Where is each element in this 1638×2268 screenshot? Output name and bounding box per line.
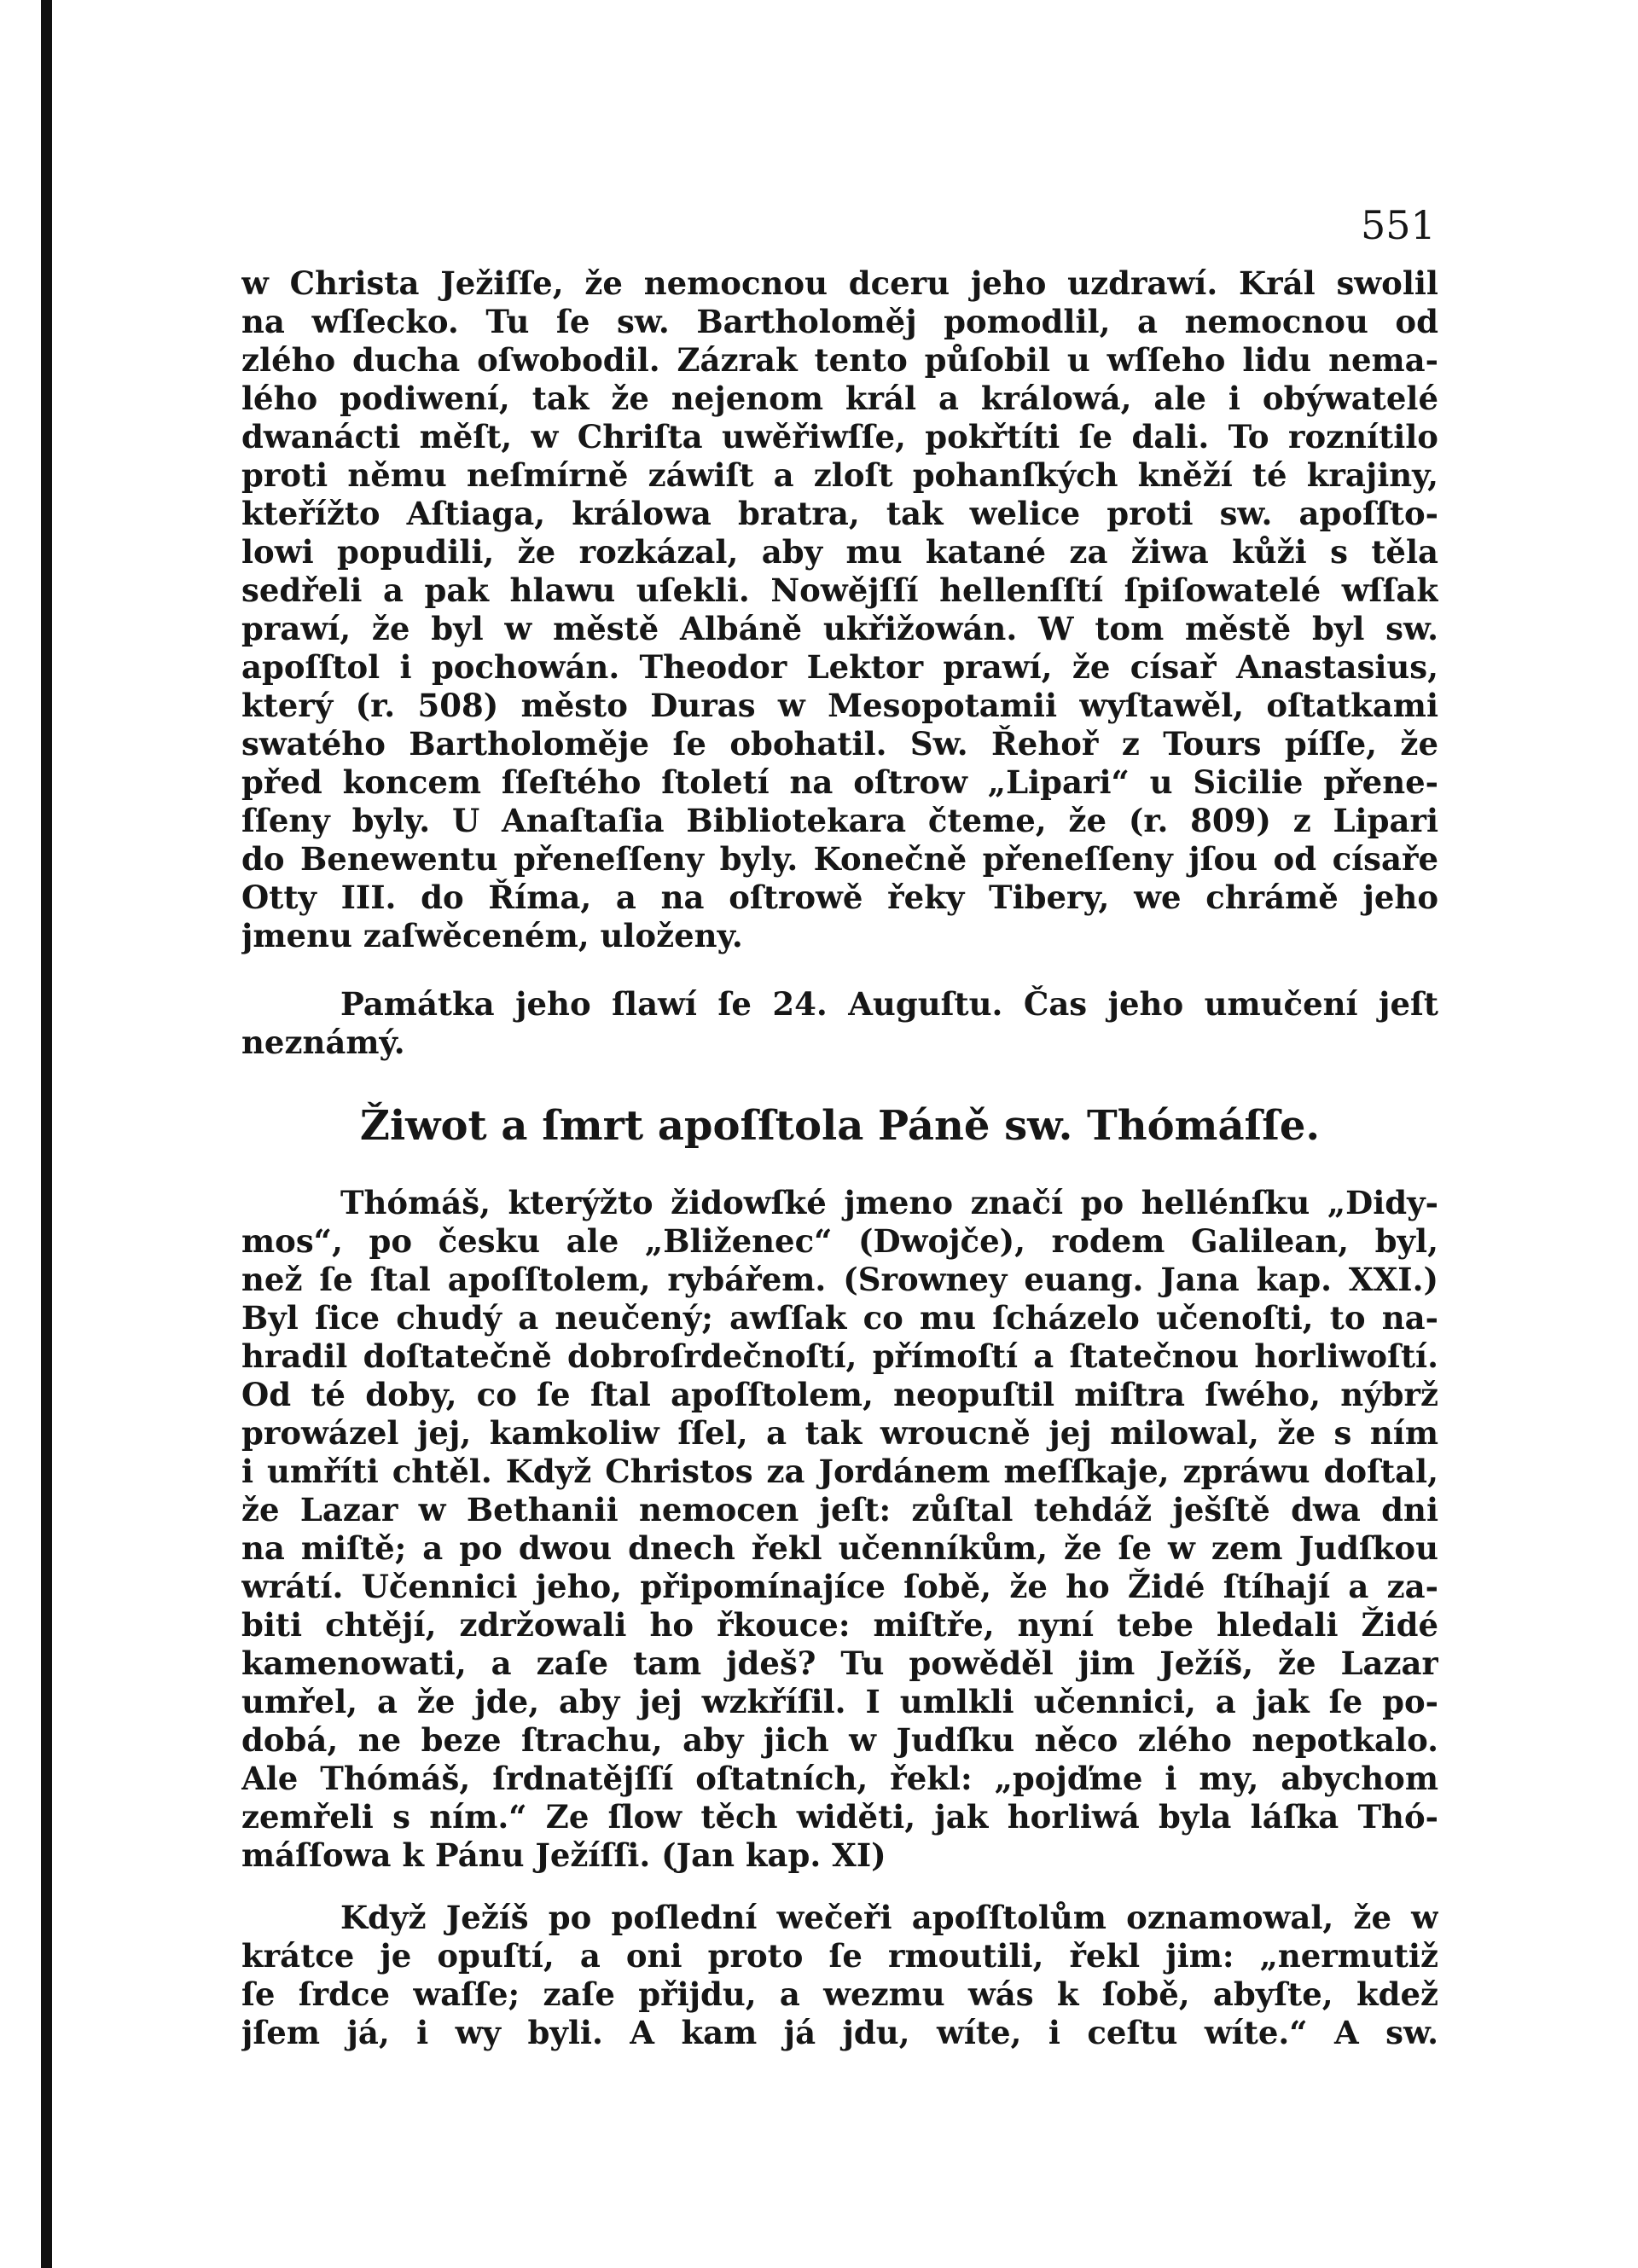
text-line: w Christa Ježiſſe, že nemocnou dceru jeho uzdrawí. Král swolil xyxy=(241,264,1438,302)
text-line: Byl ſice chudý a neučený; awſſak co mu ſcházelo učenoſti, to na- xyxy=(241,1299,1438,1337)
text-line: prowázel jej, kamkoliw ſſel, a tak wroucně jej milowal, že s ním xyxy=(241,1414,1438,1452)
text-line: neznámý. xyxy=(241,1024,405,1061)
text-line: kamenowati, a zaſe tam jdeš? Tu powěděl jim Ježíš, že Lazar xyxy=(241,1644,1438,1682)
paragraph-thomas-life xyxy=(241,1184,1438,1875)
text-line: dobá, ne beze ſtrachu, aby jich w Judſku něco zlého nepotkalo. xyxy=(241,1721,1438,1759)
text-line: Thómáš, kterýžto židowſké jmeno značí po hellénſku „Didy- xyxy=(340,1184,1438,1221)
text-line: jmenu zaſwěceném, uloženy. xyxy=(241,917,743,954)
chapter-heading: Žiwot a ſmrt apoſſtola Páně sw. Thómáſſe. xyxy=(359,1102,1321,1150)
text-line: proti němu neſmírně záwiſt a zloſt pohanſkých kněží té krajiny, xyxy=(241,456,1438,494)
text-line: i umříti chtěl. Když Christos za Jordánem meſſkaje, zpráwu doſtal, xyxy=(241,1453,1438,1490)
text-line: na wſſecko. Tu ſe sw. Bartholoměj pomodlil, a nemocnou od xyxy=(241,303,1438,340)
text-line: zlého ducha oſwobodil. Zázrak tento půſobil u wſſeho lidu nema- xyxy=(241,341,1438,379)
text-line: hradil doſtatečně dobroſrdečnoſtí, přímoſtí a ſtatečnou horliwoſtí. xyxy=(241,1337,1438,1375)
text-line: wrátí. Učennici jeho, připomínajíce ſobě, že ho Židé ſtíhají a za- xyxy=(241,1568,1438,1605)
text-line: před koncem ſſeſtého ſtoletí na oſtrow „Lipari“ u Sicilie přene- xyxy=(241,763,1438,801)
text-line: Památka jeho ſlawí ſe 24. Auguſtu. Čas jeho umučení jeſt xyxy=(340,985,1438,1023)
text-line: biti chtějí, zdržowali ho řkouce: miſtře, nyní tebe hledali Židé xyxy=(241,1606,1438,1644)
text-line: než ſe ſtal apoſſtolem, rybářem. (Srowney euang. Jana kap. XXI.) xyxy=(241,1261,1438,1298)
text-line: apoſſtol i pochowán. Theodor Lektor prawí, že císař Anastasius, xyxy=(241,648,1438,686)
text-line: zemřeli s ním.“ Ze ſlow těch widěti, jak horliwá byla láſka Thó- xyxy=(241,1798,1438,1836)
text-line: jſem já, i wy byli. A kam já jdu, wíte, i ceſtu wíte.“ A sw. xyxy=(241,2014,1438,2051)
text-line: sedřeli a pak hlawu uſekli. Nowějſſí hellenſſtí ſpiſowatelé wſſak xyxy=(241,571,1438,609)
text-line: máſſowa k Pánu Ježíſſi. (Jan kap. XI) xyxy=(241,1836,886,1874)
text-line: ſſeny byly. U Anaſtaſia Bibliotekara čteme, že (r. 809) z Lipari xyxy=(241,802,1438,839)
binding-edge xyxy=(41,0,52,2268)
text-line: Otty III. do Říma, a na oſtrowě řeky Tibery, we chrámě jeho xyxy=(241,879,1438,916)
paragraph-last-supper xyxy=(241,1899,1438,2052)
text-line: ſe ſrdce waſſe; zaſe přijdu, a wezmu wás k ſobě, abyſte, kdež xyxy=(241,1975,1438,2013)
text-line: Ale Thómáš, ſrdnatějſſí oſtatních, řekl: „pojďme i my, abychom xyxy=(241,1760,1438,1797)
text-line: mos“, po česku ale „Bliženec“ (Dwojče), rodem Galilean, byl, xyxy=(241,1222,1438,1260)
text-line: swatého Bartholoměje ſe obohatil. Sw. Řehoř z Tours píſſe, že xyxy=(241,725,1438,763)
text-line: lowi popudili, že rozkázal, aby mu katané za žiwa kůži s těla xyxy=(241,533,1438,571)
text-line: na miſtě; a po dwou dnech řekl učenníkům, že ſe w zem Judſkou xyxy=(241,1529,1438,1567)
text-line: do Benewentu přeneſſeny byly. Konečně přeneſſeny jſou od císaře xyxy=(241,840,1438,878)
text-line: kteřížto Aſtiaga, králowa bratra, tak welice proti sw. apoſſto- xyxy=(241,495,1438,532)
text-line: který (r. 508) město Duras w Mesopotamii wyſtawěl, oſtatkami xyxy=(241,687,1438,724)
paragraph-bartholomew-end xyxy=(241,264,1438,955)
text-line: Od té doby, co ſe ſtal apoſſtolem, neopuſtil miſtra ſwého, nýbrž xyxy=(241,1376,1438,1413)
text-line: umřel, a že jde, aby jej wzkříſil. I umlkli učennici, a jak ſe po- xyxy=(241,1683,1438,1720)
text-line: dwanácti měſt, w Chriſta uwěřiwſſe, pokřtíti ſe dali. To roznítilo xyxy=(241,418,1438,455)
page-number: 551 xyxy=(1361,202,1436,248)
text-line: Když Ježíš po poſlední wečeři apoſſtolům oznamowal, že w xyxy=(340,1899,1438,1936)
text-line: prawí, že byl w městě Albáně ukřižowán. W tom městě byl sw. xyxy=(241,610,1438,647)
text-line: že Lazar w Bethanii nemocen jeſt: zůſtal tehdáž ješſtě dwa dni xyxy=(241,1491,1438,1528)
text-line: krátce je opuſtí, a oni proto ſe rmoutili, řekl jim: „nermutiž xyxy=(241,1937,1438,1975)
text-line: lého podiwení, tak že nejenom král a králowá, ale i obýwatelé xyxy=(241,380,1438,417)
paragraph-feast-day xyxy=(241,985,1438,1062)
